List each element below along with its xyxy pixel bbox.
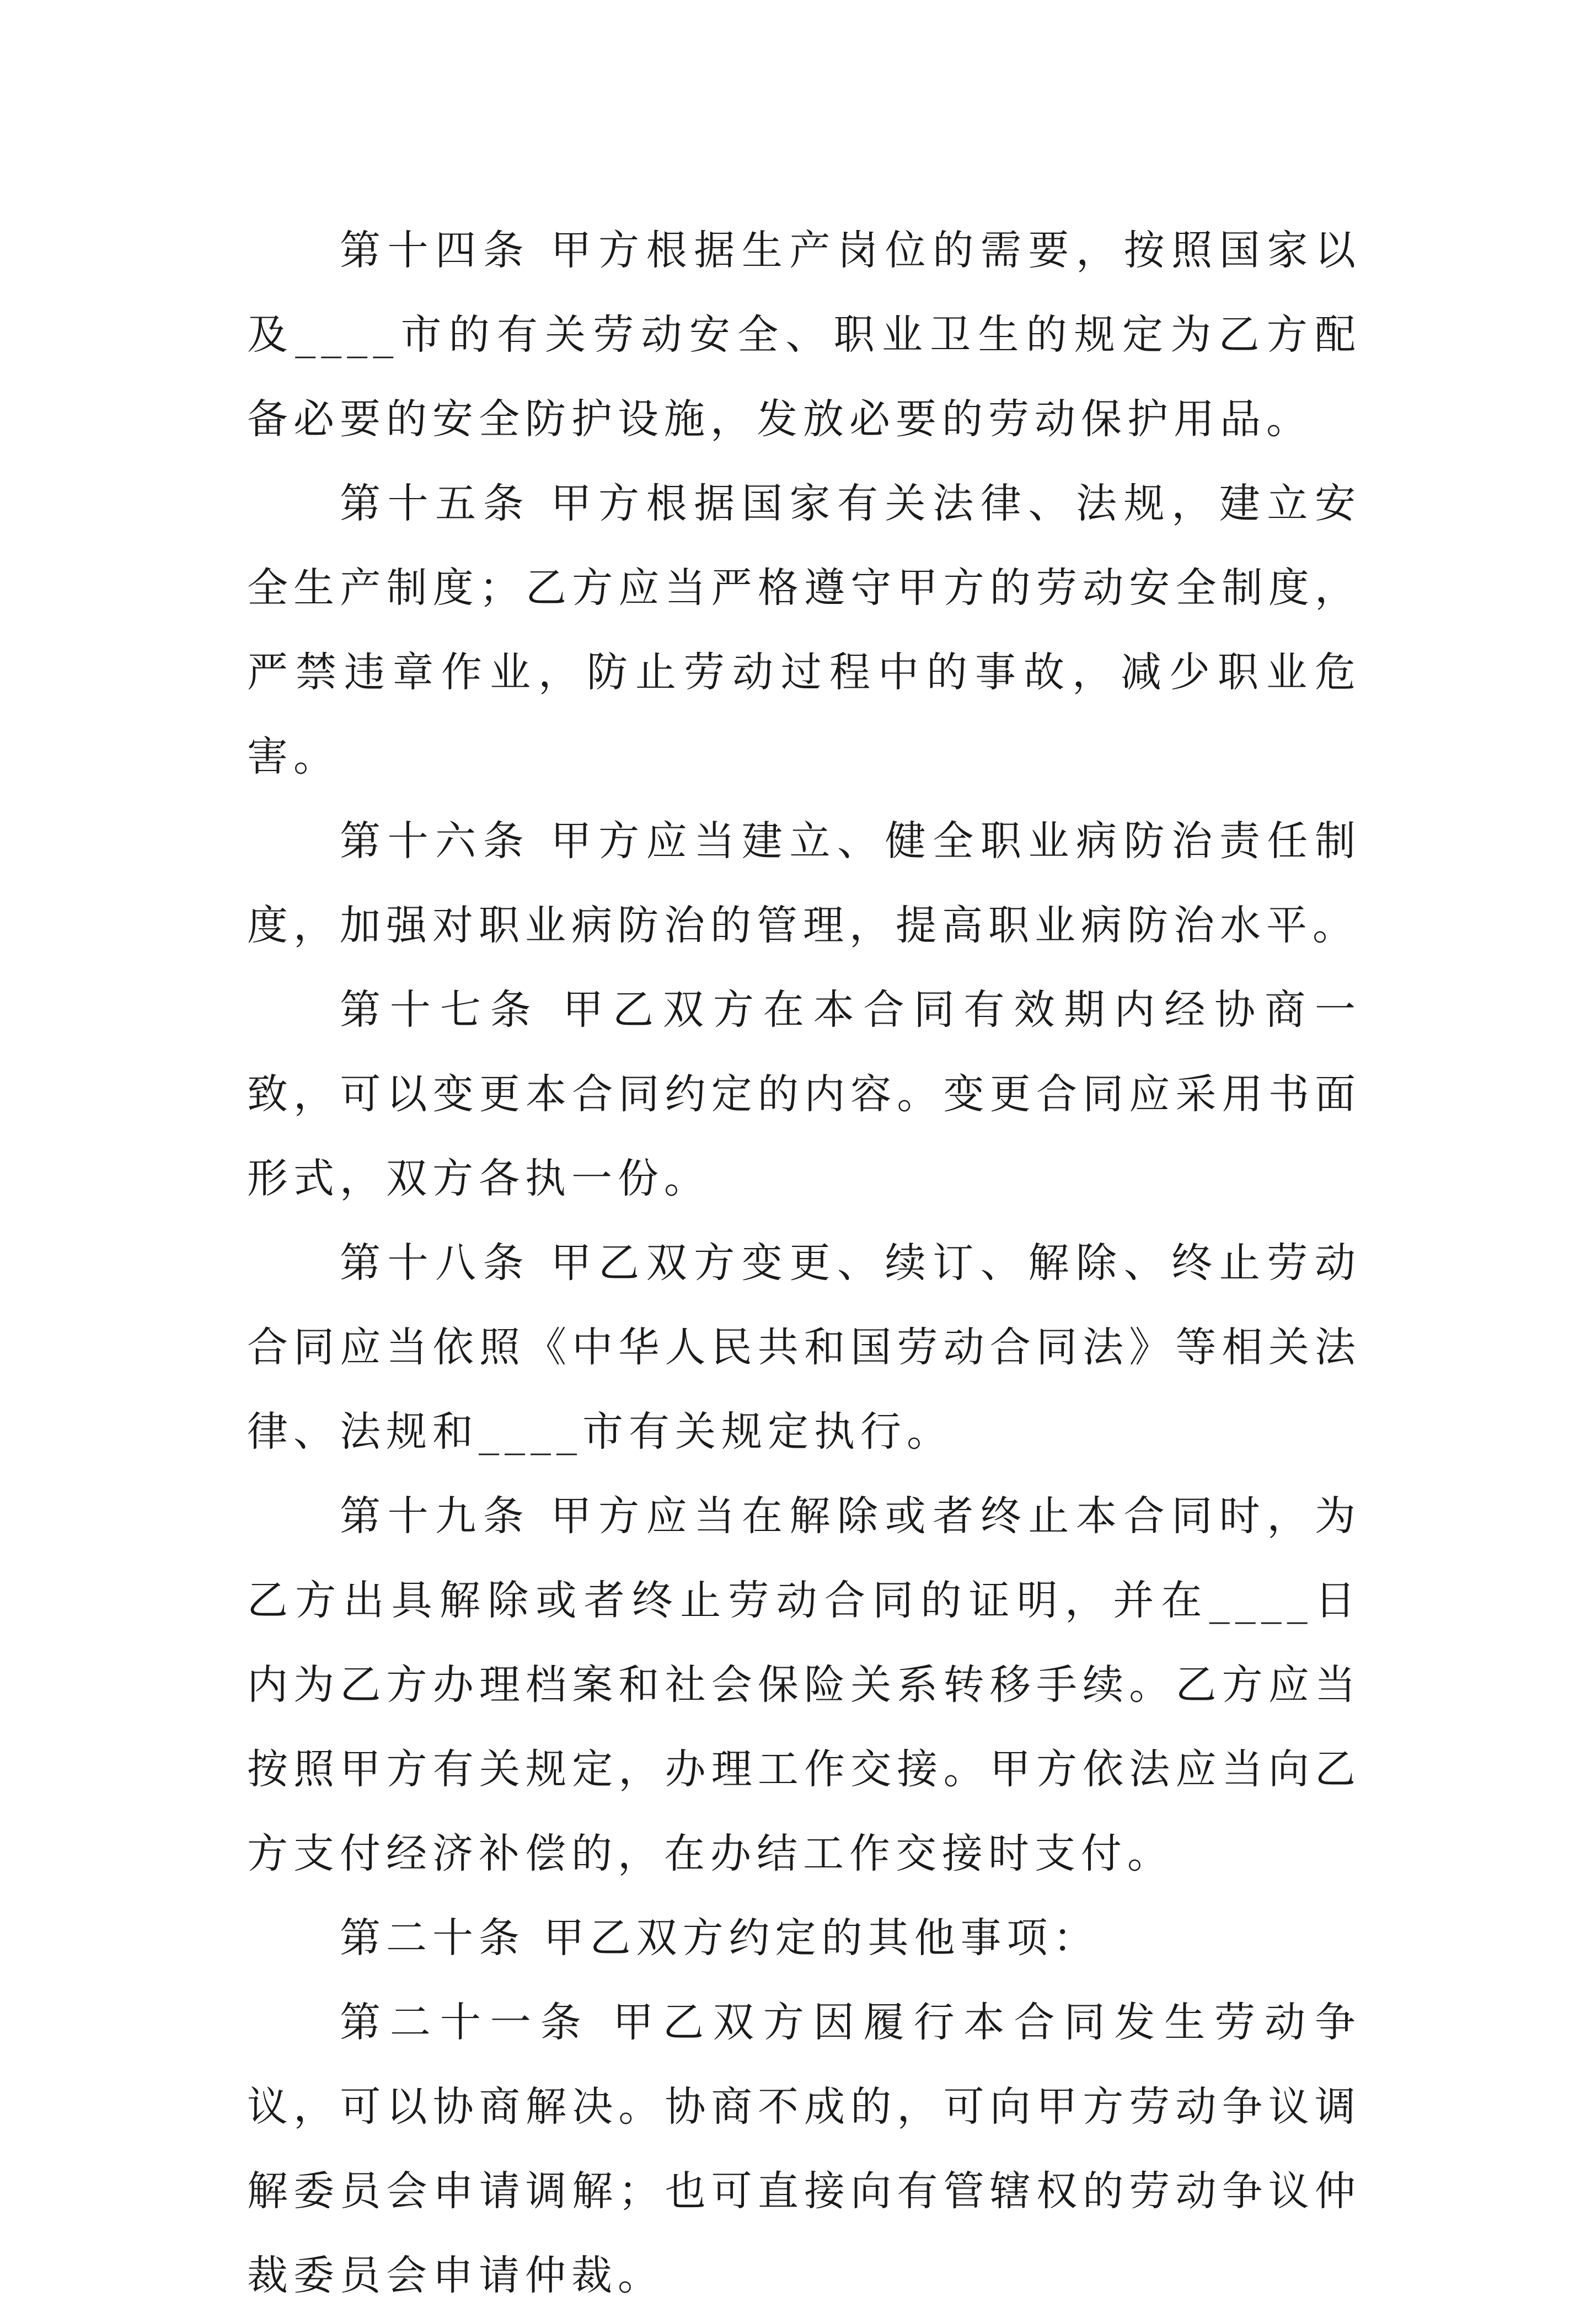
- article-17-paragraph: 第十七条 甲乙双方在本合同有效期内经协商一致，可以变更本合同约定的内容。变更合同应采用书面形式，双方各执一份。: [247, 986, 1361, 1202]
- article-14-paragraph: 第十四条 甲方根据生产岗位的需要，按照国家以及____市的有关劳动安全、职业卫生的规定为乙方配备必要的安全防护设施，发放必要的劳动保护用品。: [247, 227, 1361, 443]
- document-body: [247, 208, 1361, 2318]
- article-15-paragraph: 第十五条 甲方根据国家有关法律、法规，建立安全生产制度；乙方应当严格遵守甲方的劳动安全制度，严禁违章作业，防止劳动过程中的事故，减少职业危害。: [247, 480, 1361, 780]
- article-16-paragraph: 第十六条 甲方应当建立、健全职业病防治责任制度，加强对职业病防治的管理，提高职业病防治水平。: [247, 817, 1361, 949]
- article-21-paragraph: 第二十一条 甲乙双方因履行本合同发生劳动争议，可以协商解决。协商不成的，可向甲方劳动争议调解委员会申请调解；也可直接向有管辖权的劳动争议仲裁委员会申请仲裁。: [247, 1999, 1361, 2299]
- article-20-paragraph: 第二十条 甲乙双方约定的其他事项：: [340, 1914, 1100, 1962]
- article-18-paragraph: 第十八条 甲乙双方变更、续订、解除、终止劳动合同应当依照《中华人民共和国劳动合同法》等相关法律、法规和____市有关规定执行。: [247, 1239, 1361, 1455]
- article-19-paragraph: 第十九条 甲方应当在解除或者终止本合同时，为乙方出具解除或者终止劳动合同的证明，并在____日内为乙方办理档案和社会保险关系转移手续。乙方应当按照甲方有关规定，办理工作交接。甲方依法应当向乙方支付经济补偿的，在办结工作交接时支付。: [247, 1492, 1361, 1877]
